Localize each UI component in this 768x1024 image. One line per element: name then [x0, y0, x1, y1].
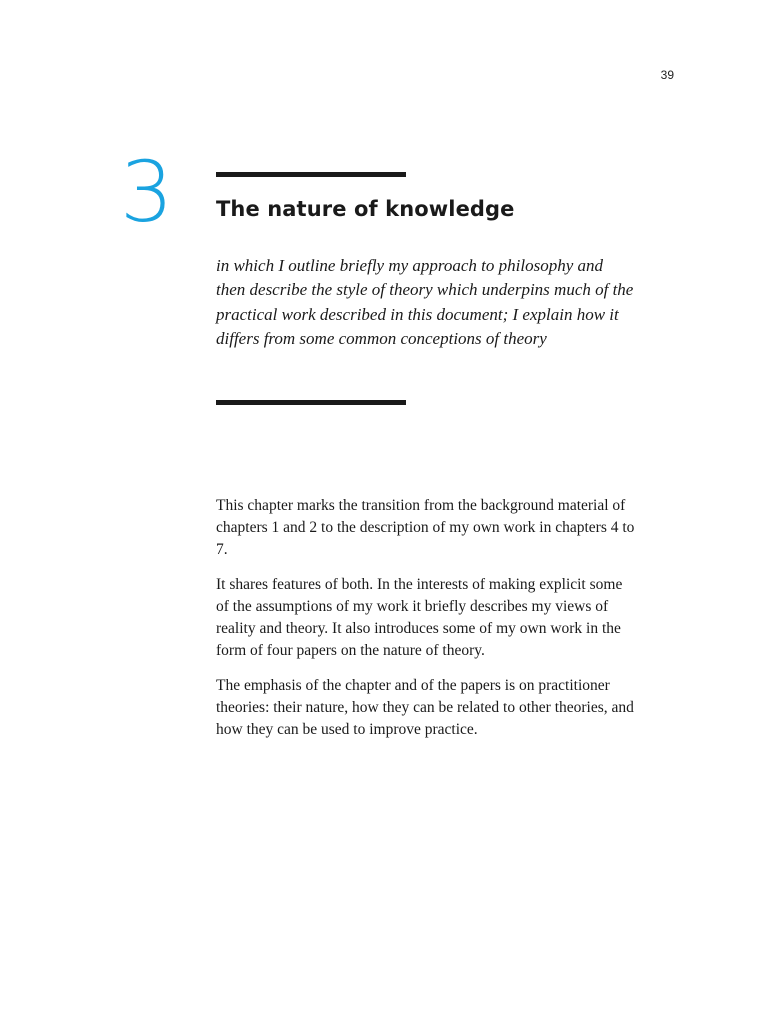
chapter-title: The nature of knowledge — [216, 197, 515, 221]
body-paragraph: The emphasis of the chapter and of the papers is on practitioner theories: their nature, how they can be related to other theories, and how they can be used to improve practice. — [216, 677, 634, 738]
chapter-body — [216, 495, 636, 754]
chapter-abstract: in which I outline briefly my approach to philosophy and then describe the style of theory which underpins much of the practical work described in this document; I explain how it differs from some common conceptions of theory — [216, 256, 634, 348]
chapter-heading-bottom-rule — [216, 400, 406, 405]
page-number: 39 — [660, 68, 674, 82]
body-paragraph: It shares features of both. In the interests of making explicit some of the assumptions of my work it briefly describes my views of reality and theory. It also introduces some of my own work in the form of four papers on the nature of theory. — [216, 576, 623, 659]
chapter-number: 3 — [120, 143, 174, 241]
body-paragraph: This chapter marks the transition from the background material of chapters 1 and 2 to the description of my own work in chapters 4 to 7. — [216, 497, 635, 558]
chapter-heading-top-rule — [216, 172, 406, 177]
